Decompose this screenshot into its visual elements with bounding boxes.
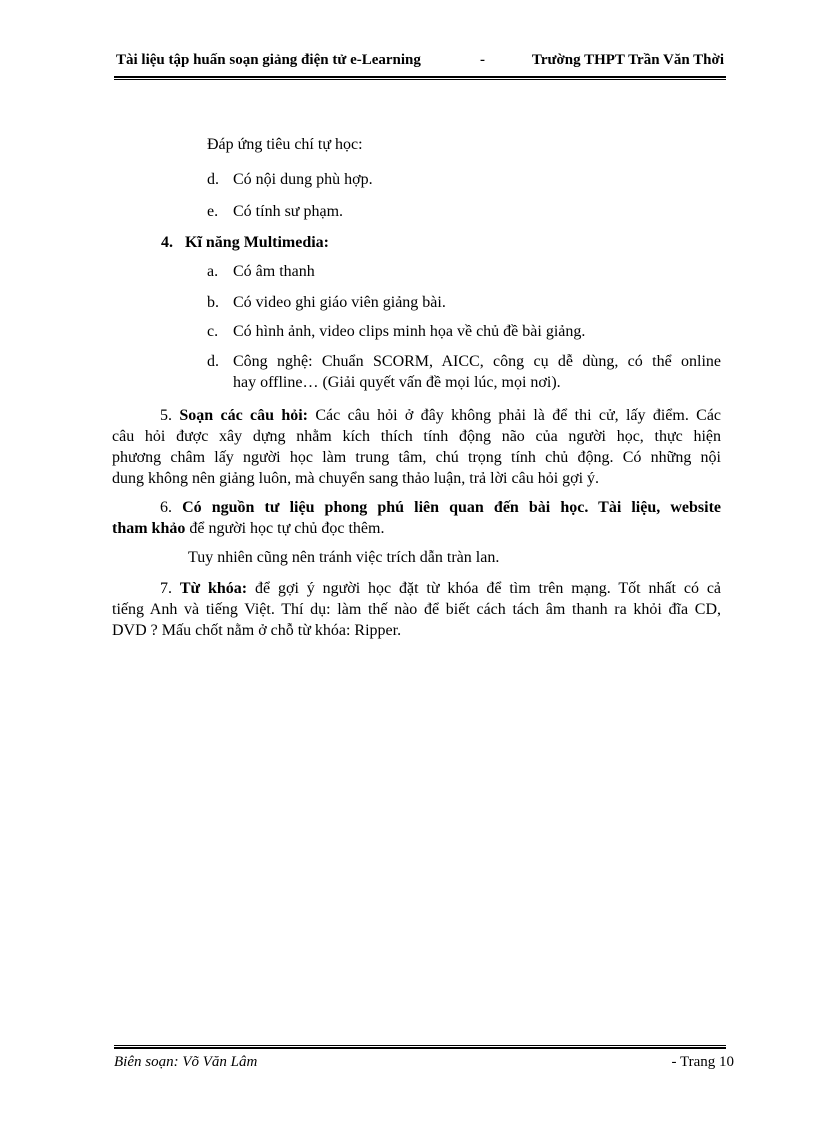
list-item (207, 294, 446, 312)
list-text: Có nội dung phù hợp. (233, 171, 373, 188)
header-rule-thin (114, 79, 726, 80)
paragraph-text: để người học tự chủ đọc thêm. (189, 520, 385, 537)
list-text: Có tính sư phạm. (233, 203, 344, 220)
paragraph-text: để gợi ý người học đặt từ khóa để tìm trên mạng. Tốt nhất có cả (255, 580, 722, 597)
footer-rule-thick (114, 1047, 726, 1049)
header-school: Trường THPT Trần Văn Thời (531, 52, 724, 68)
footer-author: Biên soạn: Võ Văn Lâm (114, 1054, 258, 1070)
paragraph-line: dung không nên giảng luôn, mà chuyển sang thảo luận, trả lời câu hỏi gợi ý. (112, 470, 600, 487)
list-label: c. (207, 323, 219, 340)
intro-line: Đáp ứng tiêu chí tự học: (207, 136, 363, 153)
paragraph-line: tiếng Anh và tiếng Việt. Thí dụ: làm thế nào để biết cách tách âm thanh ra khỏi đĩa CD, (112, 601, 721, 618)
footer-page-number: - Trang 10 (671, 1054, 734, 1070)
footer-rule-thin (114, 1045, 726, 1046)
section-title: Kĩ năng Multimedia: (185, 234, 330, 251)
paragraph-number: 7. (160, 580, 172, 597)
paragraph-line: câu hỏi được xây dựng nhằm kích thích tính động não của người học, thực hiện (112, 428, 721, 445)
page-header (114, 50, 726, 72)
paragraph-number: 5. (160, 407, 172, 424)
header-rule-thick (114, 76, 726, 78)
paragraph-number: 6. (160, 499, 172, 516)
list-item (207, 203, 344, 221)
note-line: Tuy nhiên cũng nên tránh việc trích dẫn tràn lan. (188, 549, 500, 566)
list-text: Có video ghi giáo viên giảng bài. (233, 294, 446, 311)
header-separator: - (480, 52, 485, 68)
paragraph-5 (112, 405, 721, 489)
paragraph-line: phương châm lấy người học làm trung tâm, chú trọng tính chủ động. Có những nội (112, 449, 721, 466)
paragraph-7 (112, 578, 721, 641)
list-label: d. (207, 171, 219, 188)
list-item (207, 323, 586, 341)
list-item (207, 263, 315, 281)
paragraph-lead: Soạn các câu hỏi: (179, 407, 309, 424)
section-heading (161, 234, 329, 252)
list-text-line1: Công nghệ: Chuẩn SCORM, AICC, công cụ dễ dùng, có thể online (233, 353, 721, 370)
list-text-line2: hay offline… (Giải quyết vấn đề mọi lúc, mọi nơi). (233, 374, 561, 391)
paragraph-lead: Từ khóa: (179, 580, 248, 597)
section-number: 4. (161, 234, 173, 251)
list-label: e. (207, 203, 219, 220)
list-label: b. (207, 294, 219, 311)
list-text: Có âm thanh (233, 263, 315, 280)
list-text: Có hình ảnh, video clips minh họa về chủ đề bài giảng. (233, 323, 586, 340)
paragraph-lead: Có nguồn tư liệu phong phú liên quan đến bài học. Tài liệu, website (182, 499, 722, 516)
paragraph-line: DVD ? Mấu chốt nằm ở chỗ từ khóa: Ripper. (112, 622, 402, 639)
list-label: d. (207, 353, 219, 370)
paragraph-6 (112, 497, 721, 539)
list-item (207, 171, 373, 189)
list-item (207, 353, 721, 391)
paragraph-lead-cont: tham khảo (112, 520, 186, 537)
paragraph-text: Các câu hỏi ở đây không phải là để thi cử, lấy điểm. Các (315, 407, 722, 424)
header-title: Tài liệu tập huấn soạn giảng điện tử e-Learning (116, 52, 421, 68)
list-label: a. (207, 263, 219, 280)
